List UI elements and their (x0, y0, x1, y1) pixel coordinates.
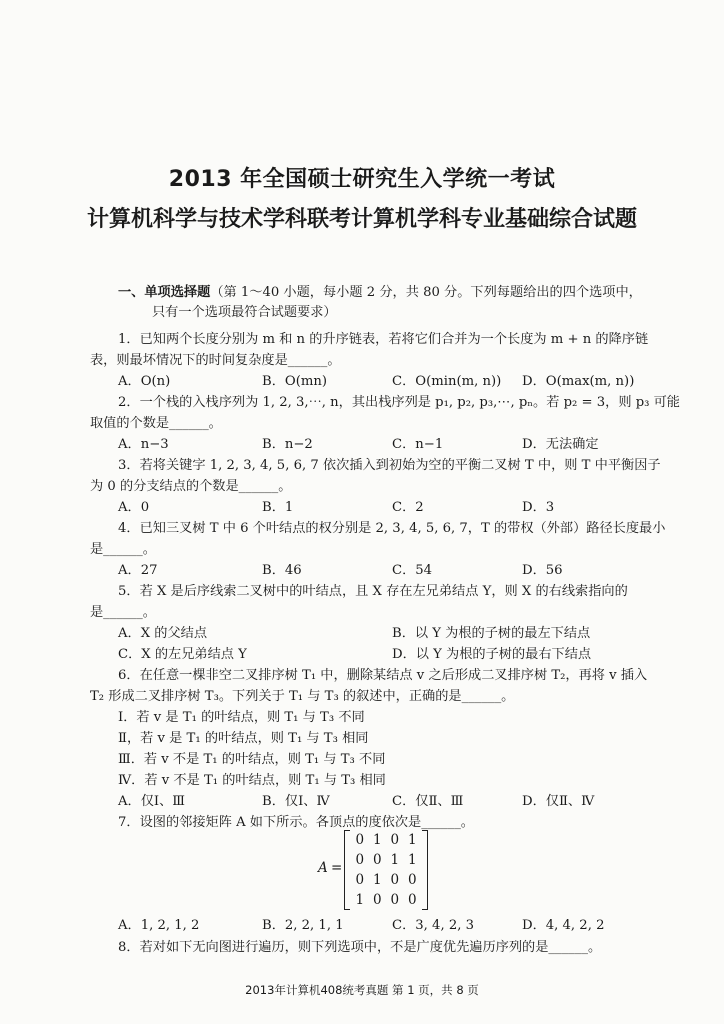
q6-stem: 6．在任意一棵非空二叉排序树 T₁ 中，删除某结点 v 之后形成二叉排序树 T₂，再将 v 插入 (118, 668, 648, 683)
q6-option-a: A．仅Ⅰ、Ⅲ (118, 794, 186, 809)
matrix-cell: 0 (355, 852, 365, 868)
q6-option-d: D．仅Ⅱ、Ⅳ (522, 794, 595, 809)
matrix-cell: 0 (372, 892, 382, 908)
q7-option-b: B．2, 2, 1, 1 (262, 918, 344, 933)
matrix-cell: 0 (407, 892, 417, 908)
q1-option-a: A．O(n) (118, 374, 171, 389)
q3-option-c: C．2 (392, 500, 424, 515)
q7-option-a: A．1, 2, 1, 2 (118, 918, 200, 933)
matrix-cell: 1 (407, 832, 417, 848)
matrix-cell: 1 (390, 852, 400, 868)
q3-option-a: A．0 (118, 500, 150, 515)
section-intro: （第 1～40 小题，每小题 2 分，共 80 分。下列每题给出的四个选项中， (210, 285, 642, 300)
q3-option-b: B．1 (262, 500, 294, 515)
q4-stem-cont: 是______。 (90, 542, 156, 557)
q2-option-d: D．无法确定 (522, 437, 599, 452)
q8-stem: 8．若对如下无向图进行遍历，则下列选项中，不是广度优先遍历序列的是______。 (118, 940, 602, 955)
q1-stem: 1．已知两个长度分别为 m 和 n 的升序链表，若将它们合并为一个长度为 m + n 的降序链 (118, 332, 649, 347)
page-footer: 2013年计算机408统考真题 第 1 页，共 8 页 (245, 983, 479, 997)
q5-option-a: A．X 的父结点 (118, 626, 208, 641)
q5-stem-cont: 是______。 (90, 605, 156, 620)
matrix-label: A (318, 860, 328, 876)
matrix-cell: 0 (390, 892, 400, 908)
q6-statement-2: Ⅱ，若 v 是 T₁ 的叶结点，则 T₁ 与 T₃ 相同 (118, 731, 369, 746)
q1-option-b: B．O(mn) (262, 374, 327, 389)
matrix-row (345, 830, 427, 850)
q2-option-a: A．n−3 (118, 437, 169, 452)
q6-option-c: C．仅Ⅱ、Ⅲ (392, 794, 464, 809)
matrix-row (345, 870, 427, 890)
q1-option-c: C．O(min(m, n)) (392, 374, 502, 389)
matrix-cell: 1 (355, 892, 365, 908)
adjacency-matrix (344, 830, 428, 910)
q3-stem: 3．若将关键字 1, 2, 3, 4, 5, 6, 7 依次插入到初始为空的平衡二叉树 T 中，则 T 中平衡因子 (118, 458, 661, 473)
q7-stem: 7．设图的邻接矩阵 A 如下所示。各顶点的度依次是______。 (118, 815, 474, 830)
matrix-cell: 0 (407, 872, 417, 888)
q6-statement-1: Ⅰ．若 v 是 T₁ 的叶结点，则 T₁ 与 T₃ 不同 (118, 710, 365, 725)
q6-stem-cont: T₂ 形成二叉排序树 T₃。下列关于 T₁ 与 T₃ 的叙述中，正确的是______。 (90, 689, 515, 704)
q3-stem-cont: 为 0 的分支结点的个数是______。 (90, 479, 292, 494)
q6-statement-3: Ⅲ．若 v 不是 T₁ 的叶结点，则 T₁ 与 T₃ 不同 (118, 752, 386, 767)
matrix-cell: 0 (355, 832, 365, 848)
matrix-cell: 1 (372, 872, 382, 888)
matrix-cell: 0 (390, 832, 400, 848)
q5-option-b: B．以 Y 为根的子树的最左下结点 (392, 626, 591, 641)
matrix-row (345, 850, 427, 870)
section-heading: 一、单项选择题 (118, 285, 211, 300)
q7-option-d: D．4, 4, 2, 2 (522, 918, 605, 933)
q4-option-d: D．56 (522, 563, 563, 578)
section-intro-cont: 只有一个选项最符合试题要求） (152, 305, 337, 320)
q4-option-a: A．27 (118, 563, 158, 578)
q6-statement-4: Ⅳ．若 v 不是 T₁ 的叶结点，则 T₁ 与 T₃ 相同 (118, 773, 386, 788)
matrix-cell: 0 (372, 852, 382, 868)
q5-option-c: C．X 的左兄弟结点 Y (118, 647, 247, 662)
matrix-cell: 1 (372, 832, 382, 848)
section-heading-line (118, 284, 642, 302)
matrix-equals: = (331, 860, 343, 876)
exam-title-line2: 计算机科学与技术学科联考计算机学科专业基础综合试题 (86, 207, 637, 232)
matrix-cell: 0 (390, 872, 400, 888)
q5-option-d: D．以 Y 为根的子树的最右下结点 (392, 647, 592, 662)
q6-option-b: B．仅Ⅰ、Ⅳ (262, 794, 330, 809)
matrix-row (345, 890, 427, 910)
q5-stem: 5．若 X 是后序线索二叉树中的叶结点，且 X 存在左兄弟结点 Y，则 X 的右线索指向的 (118, 584, 628, 599)
q4-option-c: C．54 (392, 563, 433, 578)
q1-stem-cont: 表，则最坏情况下的时间复杂度是______。 (90, 353, 341, 368)
q2-stem: 2．一个栈的入栈序列为 1, 2, 3,⋯, n，其出栈序列是 p₁, p₂, p₃,⋯, pₙ。若 p₂ = 3，则 p₃ 可能 (118, 395, 680, 410)
q4-option-b: B．46 (262, 563, 302, 578)
q1-option-d: D．O(max(m, n)) (522, 374, 635, 389)
q4-stem: 4．已知三叉树 T 中 6 个叶结点的权分别是 2, 3, 4, 5, 6, 7，T 的带权（外部）路径长度最小 (118, 521, 666, 536)
q2-stem-cont: 取值的个数是______。 (90, 416, 222, 431)
q2-option-c: C．n−1 (392, 437, 444, 452)
matrix-cell: 0 (355, 872, 365, 888)
q7-option-c: C．3, 4, 2, 3 (392, 918, 474, 933)
exam-title-line1: 2013 年全国硕士研究生入学统一考试 (168, 167, 556, 192)
matrix-cell: 1 (407, 852, 417, 868)
q2-option-b: B．n−2 (262, 437, 313, 452)
q3-option-d: D．3 (522, 500, 555, 515)
